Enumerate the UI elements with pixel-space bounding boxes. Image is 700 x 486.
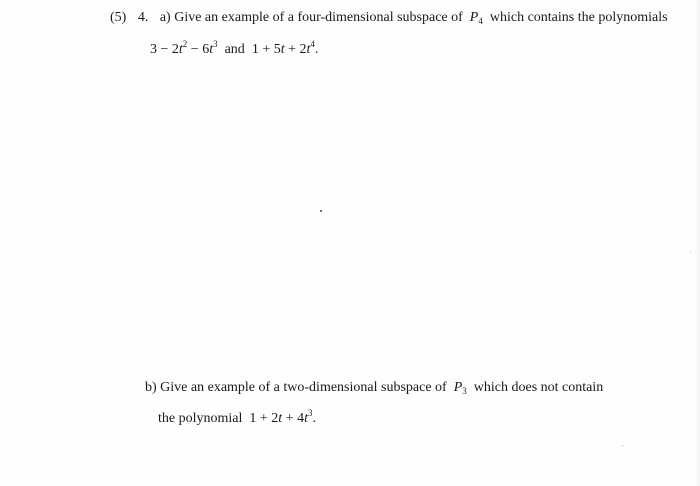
scan-speck	[622, 445, 623, 446]
part-b-space-sub: 3	[462, 386, 467, 396]
part-b-text-before: Give an example of a two-dimensional subspace of	[160, 380, 447, 395]
part-b-question	[145, 380, 603, 396]
part-b-space-symbol: P	[453, 380, 463, 395]
part-a-space-sub: 4	[478, 16, 483, 26]
scan-speck	[690, 252, 691, 253]
part-b-space	[450, 380, 470, 395]
part-a-text-before: Give an example of a four-dimensional subspace of	[174, 10, 463, 25]
part-b-label: b)	[145, 380, 157, 395]
poly1: $3 - 2t^2 - 6t^3$	[150, 39, 218, 57]
part-a-label: a)	[159, 10, 171, 25]
part-b-text-after: which does not contain	[473, 380, 604, 395]
part-a-space-symbol: P	[469, 10, 479, 25]
part-b-poly: $1 + 2t + 4t^3$.	[249, 408, 316, 426]
part-b-line2-text: the polynomial	[158, 411, 243, 426]
poly2: $1 + 5t + 2t^4$.	[251, 39, 319, 57]
scan-speck	[320, 210, 322, 212]
page-edge-shadow	[694, 0, 700, 486]
part-a-text-after: which contains the polynomials	[489, 10, 668, 25]
question-marks: (5)	[110, 10, 127, 25]
and-word: and	[224, 42, 245, 57]
part-b-polynomial-line	[158, 408, 316, 427]
question-number: 4.	[137, 10, 149, 25]
part-a-polynomials	[150, 39, 319, 58]
part-a-space	[466, 10, 486, 25]
question-header	[110, 10, 668, 26]
